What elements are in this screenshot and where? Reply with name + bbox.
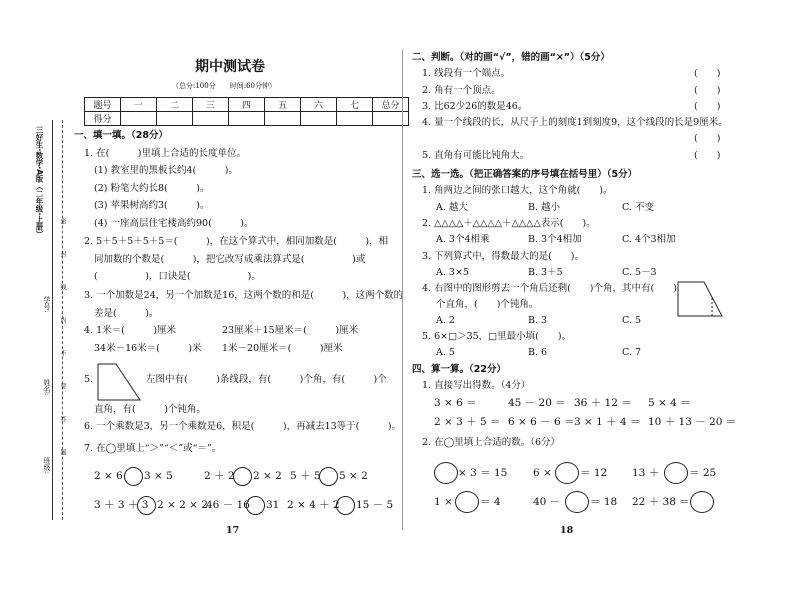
question-4-a1: 4. 1米＝( )厘米 bbox=[84, 325, 177, 336]
cut-figure bbox=[676, 280, 724, 320]
fill-circle[interactable] bbox=[455, 491, 479, 513]
compare-right: 5 × 2 bbox=[339, 470, 368, 482]
question-2-line-2: 同加数的个数是( )，把它改写成乘法算式是( )或 bbox=[94, 254, 366, 265]
fill-expr: 13 ＋ bbox=[632, 467, 660, 479]
question-6: 6. 一个乘数是3，另一个乘数是6，积是( )，再减去13等于( )。 bbox=[84, 421, 402, 432]
calc-item: 3 × 6 ＝ bbox=[434, 397, 477, 409]
score-header: 五 bbox=[265, 98, 301, 112]
question-4-b2: 1米－20厘米＝( )厘米 bbox=[222, 343, 343, 354]
judge-3-answer[interactable]: ( ) bbox=[694, 101, 721, 112]
calc-item: 10 ＋ 13 － 20 ＝ bbox=[648, 416, 737, 428]
fill-expr: ＝ 12 bbox=[580, 467, 608, 479]
fill-expr: 6 × bbox=[533, 467, 552, 479]
choice-4-line-2: 个直角，( )个钝角。 bbox=[436, 299, 539, 310]
score-header: 一 bbox=[121, 98, 157, 112]
score-cell[interactable] bbox=[373, 112, 409, 126]
judge-5: 5. 直角有可能比钝角大。 bbox=[422, 150, 530, 161]
cut-char: 不 bbox=[59, 350, 66, 356]
trapezoid-figure bbox=[96, 362, 142, 402]
compare-right: 2 × 2 × 2 bbox=[157, 499, 208, 511]
calc-2-title: 2. 在◯里填上合适的数。（6分） bbox=[422, 437, 561, 448]
fill-expr: 1 × bbox=[434, 496, 453, 508]
sidebar-brand: 三好生·数学·A版（二年级·上册） bbox=[35, 126, 44, 238]
fill-circle[interactable] bbox=[434, 462, 458, 484]
sidebar-class-label: 班级: bbox=[43, 457, 51, 474]
compare-circle[interactable] bbox=[137, 496, 156, 515]
compare-left: 2 ＋ 2 bbox=[204, 470, 235, 482]
compare-right: 31 bbox=[266, 499, 280, 511]
score-header: 七 bbox=[337, 98, 373, 112]
question-1-4: (4) 一座高层住宅楼高约90( )。 bbox=[94, 218, 254, 229]
choice-2-a: A. 3个4相乘 bbox=[436, 234, 490, 245]
calc-item: 6 × 6 － 6 ＝ bbox=[508, 416, 575, 428]
page-divider bbox=[402, 50, 403, 530]
calc-1-title: 1. 直接写出得数。（4分） bbox=[422, 380, 531, 391]
question-2-line-1: 2. 5＋5＋5＋5＋5＝( )，在这个算式中，相同加数是( )，相 bbox=[84, 236, 389, 247]
compare-right: 2 × 2 bbox=[253, 470, 282, 482]
score-header: 题号 bbox=[85, 98, 121, 112]
score-row-label: 得分 bbox=[85, 112, 121, 126]
choice-1-a: A. 越大 bbox=[436, 202, 468, 213]
choice-1-b: B. 越小 bbox=[528, 202, 561, 213]
calc-item: 2 × 3 ＋ 5 ＝ bbox=[434, 416, 501, 428]
page-number-left: 17 bbox=[226, 525, 240, 536]
question-3-line-2: 差是( )。 bbox=[94, 308, 159, 319]
choice-5-c: C. 7 bbox=[622, 347, 642, 358]
question-5-line-2: 直角，有( )个钝角。 bbox=[94, 404, 206, 415]
question-1-1: (1) 教室里的黑板长约4( )。 bbox=[94, 165, 238, 176]
score-header: 三 bbox=[193, 98, 229, 112]
fill-circle[interactable] bbox=[664, 462, 688, 484]
judge-2-answer[interactable]: ( ) bbox=[694, 85, 721, 96]
cut-char: 封 bbox=[59, 251, 66, 257]
question-4-b1: 34米－16米＝( )米 bbox=[94, 343, 202, 354]
compare-circle[interactable] bbox=[233, 467, 252, 486]
compare-circle[interactable] bbox=[319, 467, 338, 486]
fill-circle[interactable] bbox=[690, 491, 714, 513]
judge-1: 1. 线段有一个端点。 bbox=[422, 68, 511, 79]
score-header: 六 bbox=[301, 98, 337, 112]
question-5-number: 5. bbox=[84, 374, 94, 385]
choice-5: 5. 6×□＞35，□里最小填( )。 bbox=[422, 331, 572, 342]
compare-right: 15 － 5 bbox=[356, 499, 394, 511]
choice-1: 1. 角两边之间的张口越大，这个角就( )。 bbox=[422, 185, 613, 196]
sidebar-id-label: 学号: bbox=[43, 296, 51, 313]
cut-char: 答 bbox=[59, 416, 66, 422]
section-1-title: 一、填一填。（28分） bbox=[74, 130, 168, 141]
fill-expr: ＝ 18 bbox=[590, 496, 618, 508]
choice-2: 2. △△△△＋△△△△＋△△△△表示( )。 bbox=[422, 218, 596, 229]
score-header: 二 bbox=[157, 98, 193, 112]
choice-2-b: B. 3个4相加 bbox=[528, 234, 582, 245]
section-4-title: 四、算一算。（22分） bbox=[412, 364, 506, 375]
choice-4-c: C. 5 bbox=[622, 315, 642, 326]
fill-expr: × 3 ＝ 15 bbox=[458, 467, 508, 479]
question-7: 7. 在◯里填上“＞”“＜”或“＝”。 bbox=[84, 443, 222, 454]
page-number-right: 18 bbox=[560, 525, 574, 536]
choice-4-b: B. 3 bbox=[528, 315, 548, 326]
compare-left: 46 － 16 bbox=[206, 499, 250, 511]
fill-circle[interactable] bbox=[565, 491, 589, 513]
exam-meta: （总分:100分 时间:60分钟） bbox=[172, 82, 276, 90]
fill-circle[interactable] bbox=[555, 462, 579, 484]
score-header: 总分 bbox=[373, 98, 409, 112]
page-title: 期中测试卷 bbox=[195, 59, 265, 75]
judge-1-answer[interactable]: ( ) bbox=[694, 68, 721, 79]
score-cell[interactable] bbox=[193, 112, 229, 126]
fill-expr: 22 ＋ 38 ＝ bbox=[632, 496, 690, 508]
compare-left: 2 × 6 bbox=[94, 470, 123, 482]
choice-3: 3. 下列算式中，得数最大的是( )。 bbox=[422, 251, 584, 262]
score-cell[interactable] bbox=[229, 112, 265, 126]
section-2-title: 二、判断。（对的画“√”，错的画“×”）（5分） bbox=[412, 52, 610, 63]
compare-left: 5 ＋ 5 bbox=[290, 470, 321, 482]
choice-1-c: C. 不变 bbox=[622, 202, 654, 213]
question-2-line-3: ( )，口诀是( )。 bbox=[94, 271, 261, 282]
compare-circle[interactable] bbox=[336, 496, 355, 515]
calc-item: 3 × 1 ＋ 4 ＝ bbox=[574, 416, 641, 428]
judge-4-answer[interactable]: ( ) bbox=[694, 133, 721, 144]
compare-left: 3 ＋ 3 ＋ 3 bbox=[94, 499, 149, 511]
compare-circle[interactable] bbox=[246, 496, 265, 515]
cut-char: 密 bbox=[59, 218, 66, 224]
score-cell[interactable] bbox=[337, 112, 373, 126]
calc-item: 36 ＋ 12 ＝ bbox=[574, 397, 632, 409]
fill-expr: 40 － bbox=[533, 496, 561, 508]
choice-3-a: A. 3×5 bbox=[436, 267, 469, 278]
choice-5-b: B. 6 bbox=[528, 347, 548, 358]
question-5-line-1: 左图中有( )条线段，有( )个角，有( )个 bbox=[146, 374, 387, 385]
sidebar-line bbox=[52, 120, 53, 520]
question-1-3: (3) 苹果树高约3( )。 bbox=[94, 200, 210, 211]
score-cell[interactable] bbox=[301, 112, 337, 126]
choice-4-a: A. 2 bbox=[436, 315, 455, 326]
fill-expr: ＝ 4 bbox=[480, 496, 501, 508]
question-1-2: (2) 粉笔大约长8( )。 bbox=[94, 183, 210, 194]
choice-5-a: A. 5 bbox=[436, 347, 455, 358]
judge-2: 2. 角有一个顶点。 bbox=[422, 85, 501, 96]
choice-4-line-1: 4. 右图中的图形剪去一个角后还剩( )个角，其中有( ) bbox=[422, 283, 677, 294]
question-1: 1. 在( )里填上合适的长度单位。 bbox=[84, 148, 246, 159]
judge-4: 4. 量一个线段的长，从尺子上的刻度1到刻度9，这个线段的长是9厘米。 bbox=[422, 117, 728, 128]
compare-circle[interactable] bbox=[124, 467, 143, 486]
fill-expr: ＝ 25 bbox=[689, 467, 717, 479]
judge-3: 3. 比62少26的数是46。 bbox=[422, 101, 528, 112]
cut-char: 线 bbox=[59, 284, 66, 290]
compare-left: 2 × 4 ＋ 2 bbox=[287, 499, 340, 511]
score-header: 四 bbox=[229, 98, 265, 112]
sidebar bbox=[0, 0, 68, 589]
cut-char: 题 bbox=[59, 449, 66, 455]
score-cell[interactable] bbox=[265, 112, 301, 126]
score-cell[interactable] bbox=[157, 112, 193, 126]
cut-char: 内 bbox=[59, 317, 66, 323]
judge-5-answer[interactable]: ( ) bbox=[694, 150, 721, 161]
calc-item: 5 × 4 ＝ bbox=[648, 397, 691, 409]
choice-2-c: C. 4个3相加 bbox=[622, 234, 676, 245]
question-3-line-1: 3. 一个加数是24，另一个加数是16，这两个数的和是( )，这两个数的 bbox=[84, 290, 404, 301]
cut-char: 要 bbox=[59, 383, 66, 389]
choice-3-c: C. 5－3 bbox=[622, 267, 657, 278]
choice-3-b: B. 3＋5 bbox=[528, 267, 563, 278]
score-cell[interactable] bbox=[121, 112, 157, 126]
calc-item: 45 － 20 ＝ bbox=[508, 397, 566, 409]
question-4-a2: 23厘米＋15厘米＝( )厘米 bbox=[222, 325, 359, 336]
score-table bbox=[84, 97, 409, 126]
compare-right: 3 × 5 bbox=[144, 470, 173, 482]
sidebar-name-label: 姓名: bbox=[43, 379, 51, 396]
section-3-title: 三、选一选。（把正确答案的序号填在括号里）（5分） bbox=[412, 169, 638, 180]
